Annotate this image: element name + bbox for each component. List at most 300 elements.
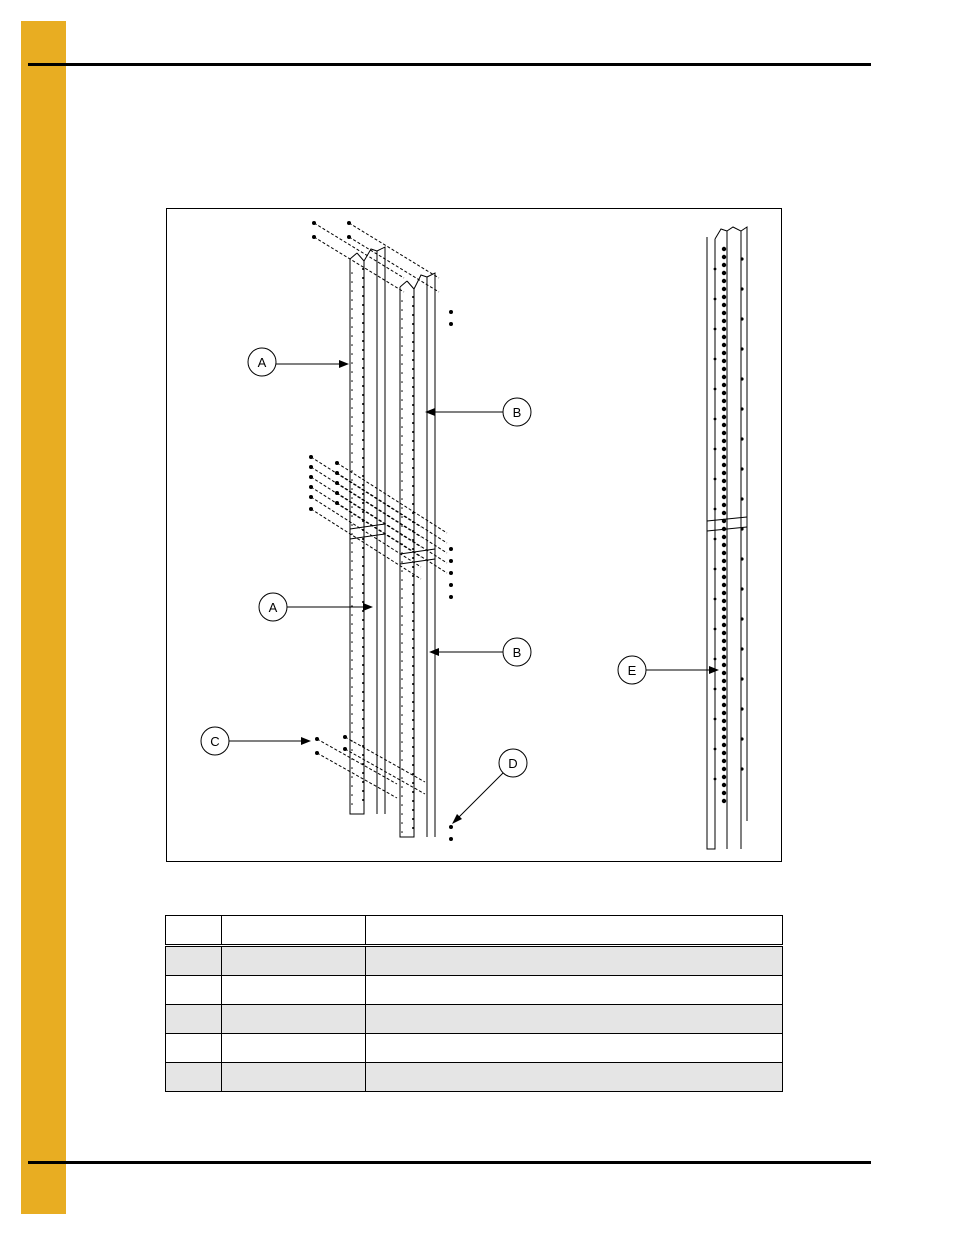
bolt [335, 481, 339, 485]
hole [412, 431, 414, 433]
hole [362, 277, 364, 279]
hole [412, 818, 414, 820]
hole [722, 439, 726, 443]
hole [362, 583, 364, 585]
hole [722, 279, 726, 283]
hole [412, 440, 414, 442]
bolt [312, 221, 316, 225]
hole [351, 542, 353, 544]
hole [362, 367, 364, 369]
hole [362, 718, 364, 720]
hole [722, 655, 726, 659]
hole [401, 786, 403, 788]
hole [722, 391, 726, 395]
hole [351, 425, 353, 427]
table-row [166, 1005, 783, 1034]
hole [722, 527, 726, 531]
hole [412, 764, 414, 766]
nut [449, 310, 453, 314]
hole [714, 358, 717, 361]
table-cell [166, 946, 222, 976]
hole [401, 678, 403, 680]
hole [362, 385, 364, 387]
hole [351, 785, 353, 787]
hole [362, 574, 364, 576]
hole [722, 583, 726, 587]
hole [412, 350, 414, 352]
hole [412, 755, 414, 757]
hole [722, 303, 726, 307]
hole [714, 538, 717, 541]
hole [714, 298, 717, 301]
hole [401, 579, 403, 581]
hole [362, 340, 364, 342]
hole [401, 363, 403, 365]
hole [722, 407, 726, 411]
hole [412, 827, 414, 829]
hole [362, 709, 364, 711]
table-header-row [166, 916, 783, 946]
hole [740, 437, 743, 440]
hole [722, 295, 726, 299]
hole [740, 737, 743, 740]
callout-b-upper [425, 398, 531, 426]
hole [401, 822, 403, 824]
hole [351, 389, 353, 391]
bolt-guide-line [349, 237, 439, 292]
hole [401, 516, 403, 518]
table-header-cell [166, 916, 222, 946]
hole [412, 737, 414, 739]
hole [401, 696, 403, 698]
hole [722, 375, 726, 379]
bolt [315, 737, 319, 741]
hole [412, 647, 414, 649]
hole [722, 519, 726, 523]
hole [351, 290, 353, 292]
hole [722, 799, 726, 803]
hole [362, 682, 364, 684]
hole [412, 386, 414, 388]
hole [362, 538, 364, 540]
hole [412, 557, 414, 559]
hole [722, 495, 726, 499]
table-cell [366, 1034, 783, 1063]
hole [722, 599, 726, 603]
hole [351, 398, 353, 400]
table-cell [166, 1063, 222, 1092]
hole [412, 593, 414, 595]
hole [714, 508, 717, 511]
hole [401, 642, 403, 644]
table-cell [166, 1034, 222, 1063]
hole [362, 619, 364, 621]
hole [351, 749, 353, 751]
hole [351, 443, 353, 445]
hole [722, 287, 726, 291]
hole [722, 575, 726, 579]
assembly-figure [166, 208, 782, 862]
hole [362, 781, 364, 783]
callout-b-lower [429, 638, 531, 666]
hole [740, 287, 743, 290]
hole [722, 247, 726, 251]
hole [714, 478, 717, 481]
hole [722, 687, 726, 691]
hole [362, 727, 364, 729]
table-cell [222, 1034, 366, 1063]
hole [401, 741, 403, 743]
hole [351, 272, 353, 274]
hole [362, 376, 364, 378]
hole [722, 559, 726, 563]
hole [722, 471, 726, 475]
hole [401, 318, 403, 320]
hole [362, 268, 364, 270]
hole [401, 471, 403, 473]
hole [722, 647, 726, 651]
hole [351, 335, 353, 337]
hole [362, 646, 364, 648]
hole [722, 783, 726, 787]
hole [412, 620, 414, 622]
hole [714, 688, 717, 691]
hole [412, 800, 414, 802]
hole [362, 673, 364, 675]
table-cell [222, 946, 366, 976]
hole [401, 777, 403, 779]
bolt [347, 221, 351, 225]
bolt [312, 235, 316, 239]
callout-c-label: C [210, 734, 220, 749]
hole [714, 448, 717, 451]
hole [362, 691, 364, 693]
hole [412, 719, 414, 721]
hole [401, 336, 403, 338]
hole [722, 399, 726, 403]
hole [362, 439, 364, 441]
hole [740, 377, 743, 380]
parts-table [165, 915, 783, 1092]
hole [401, 714, 403, 716]
hole [740, 497, 743, 500]
callout-c [201, 727, 311, 755]
hole [412, 575, 414, 577]
hole [401, 426, 403, 428]
bolt [309, 455, 313, 459]
hole [722, 535, 726, 539]
hole [722, 791, 726, 795]
hole [412, 548, 414, 550]
hole [351, 488, 353, 490]
hole [351, 695, 353, 697]
hole [722, 615, 726, 619]
hole [351, 587, 353, 589]
hole [722, 631, 726, 635]
hole [362, 511, 364, 513]
hole [401, 525, 403, 527]
hole [412, 395, 414, 397]
hole [351, 281, 353, 283]
hole [722, 767, 726, 771]
hole [722, 415, 726, 419]
hole [412, 341, 414, 343]
hole [722, 679, 726, 683]
hole [722, 751, 726, 755]
hole [351, 614, 353, 616]
hole [362, 304, 364, 306]
hole [412, 701, 414, 703]
hole [401, 300, 403, 302]
hole [714, 598, 717, 601]
bolt-guide-line [337, 463, 447, 533]
hole [351, 479, 353, 481]
hole [714, 268, 717, 271]
hole [351, 767, 353, 769]
hole [412, 584, 414, 586]
hole [401, 831, 403, 833]
hole [401, 561, 403, 563]
hole [714, 328, 717, 331]
hole [362, 349, 364, 351]
callout-a-upper [248, 348, 349, 376]
nut [449, 322, 453, 326]
bolt [335, 461, 339, 465]
hole [401, 651, 403, 653]
callout-e [618, 656, 719, 684]
bolt [309, 465, 313, 469]
table-row [166, 1034, 783, 1063]
hole [740, 767, 743, 770]
column-e [707, 227, 747, 849]
hole [362, 493, 364, 495]
hole [351, 497, 353, 499]
bolt-guide-line [314, 223, 404, 278]
hole [362, 664, 364, 666]
hole [362, 403, 364, 405]
bolt [335, 501, 339, 505]
bolt-guide-line [311, 509, 421, 579]
hole [401, 435, 403, 437]
hole [412, 638, 414, 640]
hole [351, 641, 353, 643]
hole [362, 430, 364, 432]
hole [401, 813, 403, 815]
hole [412, 791, 414, 793]
hole [362, 655, 364, 657]
hole [401, 372, 403, 374]
hole [714, 568, 717, 571]
nut [449, 571, 453, 575]
hole [362, 736, 364, 738]
hole [412, 368, 414, 370]
hole [722, 431, 726, 435]
hole [740, 647, 743, 650]
hole [412, 413, 414, 415]
hole [362, 331, 364, 333]
hole [412, 656, 414, 658]
hole [740, 527, 743, 530]
table-cell [222, 1005, 366, 1034]
hole [722, 551, 726, 555]
hole [401, 498, 403, 500]
table-cell [366, 1005, 783, 1034]
hole [722, 479, 726, 483]
hole [401, 408, 403, 410]
hole [401, 309, 403, 311]
hole [412, 782, 414, 784]
hole [401, 597, 403, 599]
hole [401, 606, 403, 608]
hole [714, 628, 717, 631]
hole [362, 601, 364, 603]
hole [412, 503, 414, 505]
hole [412, 449, 414, 451]
side-tab [21, 21, 66, 1214]
hole [362, 421, 364, 423]
table-cell [166, 976, 222, 1005]
hole [722, 327, 726, 331]
footer-rule [28, 1161, 871, 1164]
callout-d [452, 749, 527, 824]
table-cell [222, 976, 366, 1005]
hole [412, 494, 414, 496]
hole [722, 743, 726, 747]
hole [722, 423, 726, 427]
hole [351, 560, 353, 562]
bolt [309, 507, 313, 511]
hole [351, 461, 353, 463]
hole [362, 475, 364, 477]
hole [401, 453, 403, 455]
hole [351, 434, 353, 436]
hole [351, 326, 353, 328]
hole [362, 700, 364, 702]
hole [351, 668, 353, 670]
hole [351, 407, 353, 409]
hole [412, 746, 414, 748]
hole [362, 790, 364, 792]
hole [351, 596, 353, 598]
hole [351, 713, 353, 715]
hole [740, 467, 743, 470]
hole [412, 404, 414, 406]
hole [740, 677, 743, 680]
hole [722, 695, 726, 699]
hole [351, 650, 353, 652]
hole [722, 351, 726, 355]
hole [412, 467, 414, 469]
hole [362, 628, 364, 630]
hole [740, 407, 743, 410]
hole [362, 322, 364, 324]
hole [714, 388, 717, 391]
hole [412, 692, 414, 694]
hole [412, 566, 414, 568]
hole [351, 299, 353, 301]
callout-a-lower-label: A [268, 600, 278, 615]
hole [401, 687, 403, 689]
hole [722, 671, 726, 675]
bolt [347, 235, 351, 239]
callout-a-upper-label: A [257, 355, 267, 370]
hole [401, 390, 403, 392]
hole [714, 778, 717, 781]
hole [412, 728, 414, 730]
hole [401, 399, 403, 401]
hole [412, 458, 414, 460]
hole [412, 809, 414, 811]
hole [722, 775, 726, 779]
nut [449, 547, 453, 551]
nut [449, 837, 453, 841]
hole [401, 615, 403, 617]
hole [401, 795, 403, 797]
hole [362, 547, 364, 549]
hole [362, 358, 364, 360]
hole [351, 362, 353, 364]
hole [351, 677, 353, 679]
hole [412, 485, 414, 487]
bolt [309, 485, 313, 489]
hole [351, 569, 353, 571]
hole [401, 588, 403, 590]
hole [412, 332, 414, 334]
hole [401, 417, 403, 419]
header-rule [28, 63, 871, 66]
hole [351, 551, 353, 553]
bolt [343, 735, 347, 739]
hole [362, 394, 364, 396]
hole [740, 257, 743, 260]
hole [401, 750, 403, 752]
hole [401, 381, 403, 383]
hole [362, 448, 364, 450]
table-row [166, 946, 783, 976]
bolt [309, 475, 313, 479]
hole [351, 659, 353, 661]
hole [401, 354, 403, 356]
hole [722, 319, 726, 323]
table-header-cell [366, 916, 783, 946]
hole [351, 470, 353, 472]
hole [351, 371, 353, 373]
hole [351, 722, 353, 724]
hole [351, 578, 353, 580]
hole [412, 314, 414, 316]
hole [401, 462, 403, 464]
hole [722, 487, 726, 491]
hole [362, 295, 364, 297]
hole [714, 418, 717, 421]
hole [722, 335, 726, 339]
bolt [335, 471, 339, 475]
hole [401, 552, 403, 554]
hole [351, 731, 353, 733]
hole [362, 466, 364, 468]
hole [722, 543, 726, 547]
hole [401, 345, 403, 347]
hole [722, 263, 726, 267]
hole [722, 367, 726, 371]
assembly-drawing [167, 209, 783, 863]
hole [714, 748, 717, 751]
hole [722, 735, 726, 739]
bolt [335, 491, 339, 495]
callout-e-label: E [627, 663, 637, 678]
hole [412, 602, 414, 604]
hole [401, 759, 403, 761]
